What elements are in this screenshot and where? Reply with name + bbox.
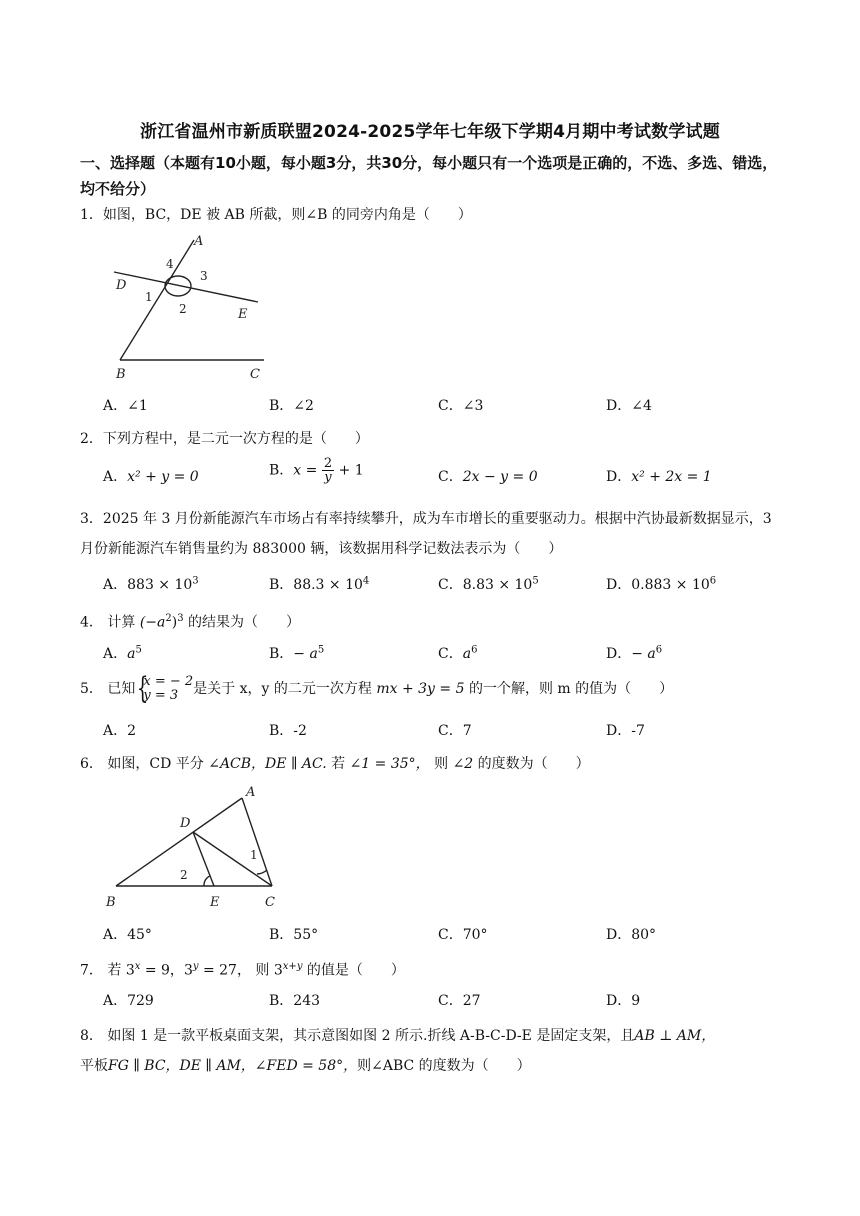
- fraction: $\frac{2}{y}$: [323, 456, 333, 485]
- label-e: E: [210, 895, 220, 910]
- question-5: 5． 已知 { x = − 2 y = 3 是关于 x，y 的二元一次方程 mx + 3y = 5 的一个解，则 m 的值为（ ）: [80, 674, 790, 704]
- angle-1-arc: [257, 870, 267, 874]
- option-b[interactable]: B．243: [269, 993, 321, 1009]
- option-d[interactable]: D．x² + 2x = 1: [606, 469, 712, 485]
- option-d[interactable]: D．$0.883 \times 10^6$: [606, 575, 717, 593]
- label-a: A: [194, 234, 204, 249]
- option-c[interactable]: C．2x − y = 0: [438, 469, 538, 485]
- angle-2-arc: [204, 876, 210, 886]
- label-a: A: [246, 785, 256, 800]
- option-d[interactable]: D．∠4: [606, 398, 652, 414]
- option-b[interactable]: B．55°: [269, 927, 319, 943]
- question-text: 2025 年 3 月份新能源汽车市场占有率持续攀升，成为车市增长的重要驱动力。根据中汽协最新数据显示，3 月份新能源汽车销售量约为 883000 辆，该数据用科学记数法表示为（ ）: [80, 511, 772, 557]
- option-c[interactable]: C．7: [438, 723, 472, 739]
- line-dc: [193, 832, 272, 886]
- options-q7: [103, 990, 803, 1016]
- question-7: 7． 若 3$^x$ = 9，3$^y$ = 27， 则 $3^{x+y}$ 的值是（ ）: [80, 961, 405, 979]
- line-ac: [242, 798, 272, 886]
- label-3: 3: [200, 269, 208, 283]
- label-1: 1: [145, 290, 153, 304]
- option-b[interactable]: B．$88.3 \times 10^4$: [269, 575, 370, 593]
- option-c[interactable]: C．70°: [438, 927, 488, 943]
- option-c[interactable]: C．$a^6$: [438, 644, 478, 662]
- label-d: D: [116, 278, 127, 293]
- question-4: 4． 计算 $(-a^2)^3$ 的结果为（ ）: [80, 613, 301, 631]
- option-a[interactable]: A．$883 \times 10^3$: [103, 575, 199, 593]
- label-1: 1: [250, 848, 258, 862]
- options-q1: [103, 395, 803, 421]
- options-q4: [103, 643, 803, 669]
- line-de: [193, 832, 214, 886]
- option-a[interactable]: A．∠1: [103, 398, 148, 414]
- question-number: 6．: [80, 756, 103, 772]
- option-a[interactable]: A．45°: [103, 927, 152, 943]
- line-ba: [116, 798, 242, 886]
- label-2: 2: [179, 302, 187, 316]
- option-b[interactable]: B．-2: [269, 723, 307, 739]
- question-number: 7．: [80, 962, 103, 979]
- label-e: E: [238, 307, 248, 322]
- option-b[interactable]: B．x = $\frac{2}{y}$ + 1: [269, 456, 364, 485]
- label-b: B: [116, 367, 126, 382]
- question-number: 5．: [80, 681, 103, 697]
- option-a[interactable]: A．$a^5$: [103, 644, 142, 662]
- label-b: B: [106, 895, 116, 910]
- question-1: [80, 200, 790, 230]
- question-8: 8． 如图 1 是一款平板桌面支架，其示意图如图 2 所示.折线 A-B-C-D-E 是固定支架，且AB ⊥ AM， 平板FG ∥ BC，DE ∥ AM，∠FED = 58°，则∠ABC 的度数为（ ）: [80, 1028, 716, 1074]
- equation-system: { x = − 2 y = 3: [135, 675, 193, 703]
- question-number: 2．: [80, 431, 103, 447]
- section-heading: 一、选择题（本题有10小题，每小题3分，共30分，每小题只有一个选项是正确的，不选、多选、错选，均不给分）: [80, 154, 778, 198]
- option-d[interactable]: D．-7: [606, 723, 645, 739]
- question-number: 8．: [80, 1028, 103, 1044]
- figure-q1: [106, 228, 276, 384]
- option-d[interactable]: D．9: [606, 993, 641, 1009]
- question-2: [80, 424, 790, 454]
- option-a[interactable]: A．x² + y = 0: [103, 469, 199, 485]
- options-q5: [103, 720, 803, 746]
- question-number: 3．: [80, 511, 103, 527]
- option-b[interactable]: B．∠2: [269, 398, 314, 414]
- label-d: D: [180, 816, 191, 831]
- option-a[interactable]: A．729: [103, 993, 154, 1009]
- option-c[interactable]: C．27: [438, 993, 481, 1009]
- page-title: 浙江省温州市新质联盟2024-2025学年七年级下学期4月期中考试数学试题: [140, 122, 720, 142]
- question-text: 下列方程中，是二元一次方程的是（ ）: [102, 431, 369, 447]
- options-q2: [103, 456, 803, 492]
- label-c: C: [265, 895, 275, 910]
- figure-q6: [100, 780, 290, 914]
- option-c[interactable]: C．$8.83 \times 10^5$: [438, 575, 539, 593]
- options-q3: [103, 574, 803, 600]
- option-d[interactable]: D．− $a^6$: [606, 644, 663, 662]
- label-c: C: [250, 367, 260, 382]
- label-2: 2: [180, 868, 188, 882]
- option-c[interactable]: C．∠3: [438, 398, 484, 414]
- question-6: 6． 如图，CD 平分 ∠ACB，DE ∥ AC. 若 ∠1 = 35°， 则 ∠2 的度数为（ ）: [80, 756, 590, 772]
- question-number: 1．: [80, 207, 103, 223]
- question-text: 如图，BC，DE 被 AB 所截，则∠B 的同旁内角是（ ）: [102, 207, 472, 223]
- line-de: [114, 272, 258, 302]
- question-number: 4．: [80, 614, 103, 631]
- label-4: 4: [166, 257, 174, 271]
- question-3: [80, 504, 790, 564]
- option-d[interactable]: D．80°: [606, 927, 657, 943]
- options-q6: [103, 924, 803, 950]
- line-ab: [120, 240, 194, 360]
- option-b[interactable]: B．− $a^5$: [269, 644, 325, 662]
- option-a[interactable]: A．2: [103, 723, 137, 739]
